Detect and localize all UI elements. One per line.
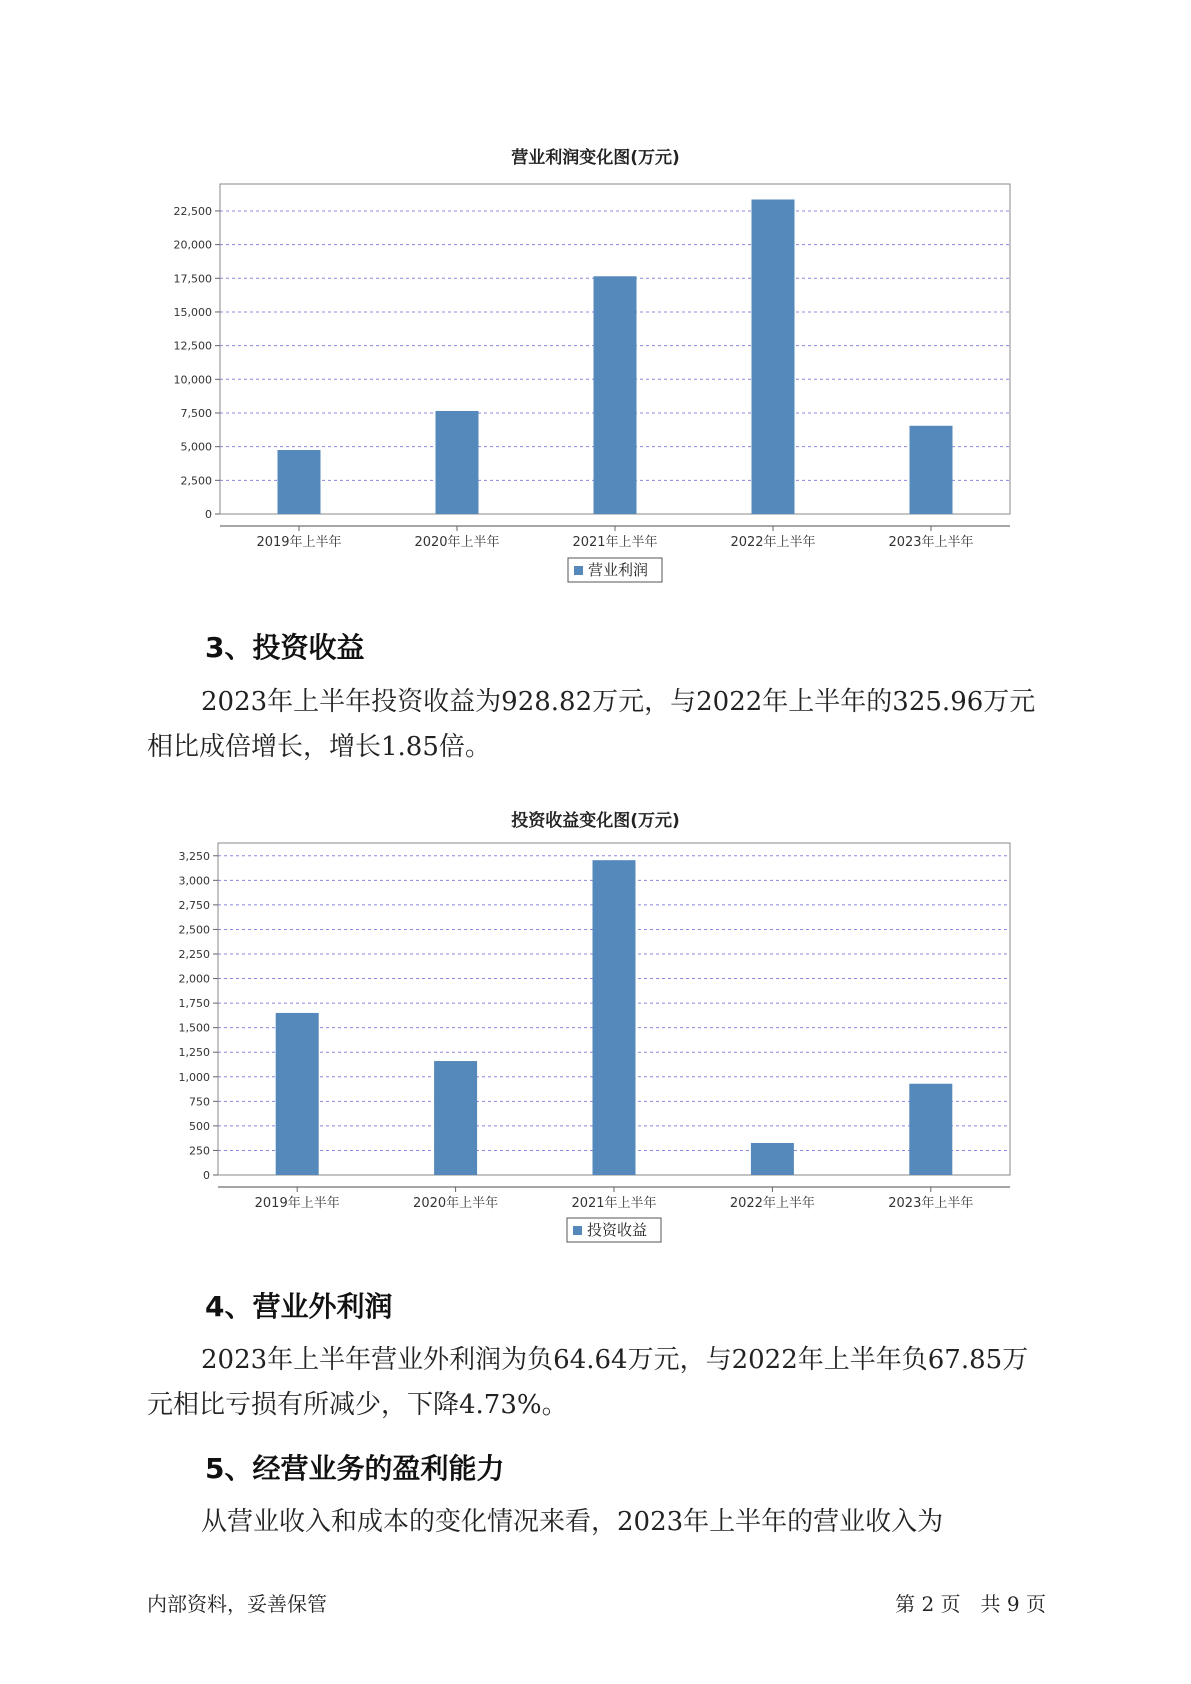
y-tick-label: 0 (205, 508, 212, 521)
y-tick-label: 2,250 (178, 947, 210, 961)
section5-paragraph: 从营业收入和成本的变化情况来看，2023年上半年的营业收入为 (201, 1507, 944, 1537)
x-tick-label: 2023年上半年 (888, 1196, 974, 1211)
legend-label: 营业利润 (588, 561, 649, 579)
y-tick-label: 20,000 (173, 238, 212, 252)
x-tick-label: 2021年上半年 (572, 535, 658, 550)
y-tick-label: 2,000 (178, 972, 210, 986)
y-tick-label: 1,000 (178, 1070, 210, 1084)
section4-paragraph: 2023年上半年营业外利润为负64.64万元，与2022年上半年负67.85万元相比亏损有所减少，下降4.73%。 (147, 1345, 1029, 1420)
bar (909, 1084, 952, 1175)
y-tick-label: 1,250 (178, 1046, 210, 1060)
y-tick-label: 5,000 (180, 440, 212, 454)
y-tick-label: 15,000 (173, 305, 212, 319)
x-tick-label: 2023年上半年 (888, 535, 974, 550)
y-tick-label: 22,500 (173, 204, 212, 218)
y-tick-label: 1,750 (178, 997, 210, 1011)
bar (751, 1143, 794, 1175)
y-tick-label: 3,000 (178, 874, 210, 888)
y-tick-label: 12,500 (173, 339, 212, 353)
bar (434, 1061, 477, 1175)
y-tick-label: 0 (203, 1169, 210, 1182)
chart2-title: 投资收益变化图(万元) (511, 811, 680, 831)
y-tick-label: 2,750 (178, 898, 210, 912)
legend-label: 投资收益 (587, 1221, 648, 1239)
section3-paragraph: 2023年上半年投资收益为928.82万元，与2022年上半年的325.96万元相比成倍增长，增长1.85倍。 (147, 687, 1036, 762)
y-tick-label: 1,500 (178, 1021, 210, 1035)
x-tick-label: 2022年上半年 (730, 535, 816, 550)
section5-heading: 5、经营业务的盈利能力 (205, 1452, 505, 1485)
x-tick-label: 2021年上半年 (571, 1196, 657, 1211)
section3-heading: 3、投资收益 (205, 631, 365, 664)
x-tick-label: 2019年上半年 (256, 535, 342, 550)
y-tick-label: 750 (189, 1095, 210, 1109)
y-tick-label: 250 (189, 1144, 210, 1158)
legend-swatch (573, 1226, 582, 1235)
y-tick-label: 7,500 (180, 406, 212, 420)
footer-confidential: 内部资料，妥善保管 (147, 1592, 327, 1616)
x-tick-label: 2022年上半年 (729, 1196, 815, 1211)
chart1-title: 营业利润变化图(万元) (511, 148, 680, 168)
y-tick-label: 2,500 (178, 923, 210, 937)
y-tick-label: 17,500 (173, 272, 212, 286)
section4-heading: 4、营业外利润 (205, 1290, 393, 1323)
x-tick-label: 2020年上半年 (413, 1196, 499, 1211)
x-tick-label: 2019年上半年 (254, 1196, 340, 1211)
bar (276, 1013, 319, 1175)
y-tick-label: 3,250 (178, 849, 210, 863)
y-tick-label: 500 (189, 1119, 210, 1133)
x-tick-label: 2020年上半年 (414, 535, 500, 550)
bar (593, 860, 636, 1175)
footer-page-number: 第 2 页 共 9 页 (895, 1592, 1046, 1616)
y-tick-label: 10,000 (173, 373, 212, 387)
y-tick-label: 2,500 (180, 474, 212, 488)
